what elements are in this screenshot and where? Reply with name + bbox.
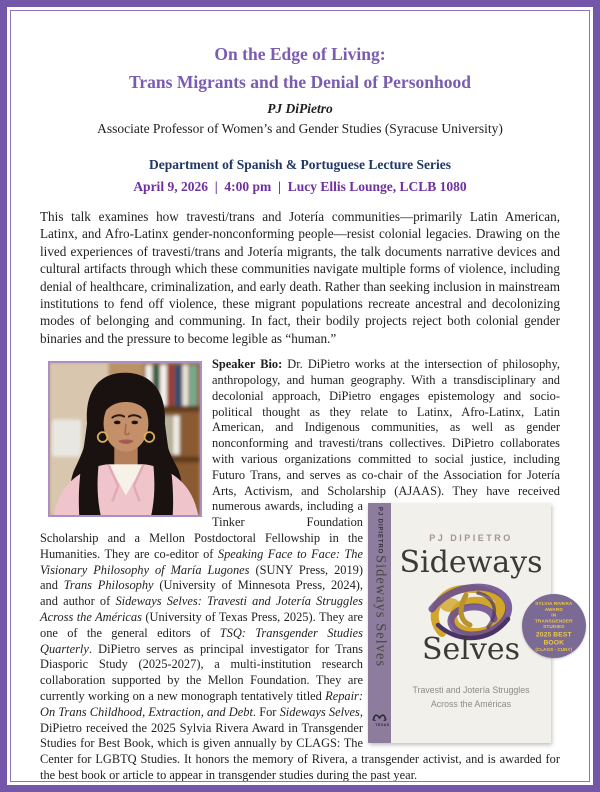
flyer-header <box>40 40 560 196</box>
spine-title: Sideways Selves <box>372 555 389 668</box>
spine-publisher-label: TEXAS <box>375 722 390 727</box>
spine-author: PJ DIPIETRO <box>376 507 384 555</box>
cover-subtitle-line-2: Across the Américas <box>430 699 512 710</box>
bio-text-part1: Speaker Bio: Dr. DiPietro works at the intersection of philosophy, anthropology, and human geography. With a transdisciplinary and decolonial approach, DiPietro engages epistemology and socio-political thought as they relate to Latinx, Afro-Latinx, Latin American, and Indigenous communities, as well as gender nonconforming and travesti/trans collectives. DiPietro collaborates with various organizations committed to social justice, including Futuro Trans, and serves as co-chair of the Association for Jotería Arts, Activism, and Scholarship (AJAAS). They have received numerous awards, <box>212 357 560 514</box>
cover-subtitle <box>391 683 551 711</box>
cover-title-word-2: Selves <box>422 632 520 668</box>
speaker-bio-section <box>40 357 573 784</box>
cover-subtitle-line-1: Travesti and Jotería Struggles <box>412 685 530 696</box>
badge-line-1: SYLVIA RIVERA AWARD <box>535 600 573 612</box>
award-badge <box>522 594 586 658</box>
badge-line-2: IN TRANSGENDER STUDIES <box>535 612 573 630</box>
cover-author: PJ DIPIETRO <box>429 533 513 544</box>
event-details: April 9, 2026 | 4:00 pm | Lucy Ellis Lounge, LCLB 1080 <box>133 179 467 194</box>
lecture-series-name: Department of Spanish & Portuguese Lecture Series <box>149 157 451 172</box>
bio-text-part2: including a Tinker Foundation Scholarship and a Mellon Postdoctoral Fellowship in the Humanities. They are co-editor of Speaking Face to Face: The Visionary Philosophy of María Lugones (SUNY Press, 2019) and Trans Philosophy (University of Minnesota Press, 2024), and author of Sideways Selves: Travesti and Jotería Struggles Across the Américas (University of Texas Press, 2025). They are one of the general editors of TSQ: Transgender Studies Quarterly. DiPietro serves as principal investigator for Trans Diasporic Study (2025-2027), a multi-institution research collaboration supported by the Mellon Foundation. They are currently working on a new monograph tentatively titled Repair: On Trans Childhood, Extraction, and Debt. For Sideways Selves, DiPietro received the 2025 Sylvia Rivera Award in Transgender Studies for Best Book, which is given annually by CLAGS: The Center for LGBTQ Studies. It honors the memory of Rivera, a transgender activist, and is awarded for the best book or article to appear in transgender studies during the past year. <box>40 499 560 782</box>
cover-title-word-1: Sideways <box>399 545 543 581</box>
title-line-1: On the Edge of Living: <box>214 44 386 64</box>
speaker-name: PJ DiPietro <box>267 101 333 116</box>
title-line-2: Trans Migrants and the Denial of Personhood <box>129 72 471 92</box>
badge-line-4: (CLAGS - CUNY) <box>535 646 573 652</box>
award-badge-text <box>535 601 573 653</box>
speaker-photo <box>48 361 202 517</box>
abstract-paragraph: This talk examines how travesti/trans and Jotería communities—primarily Latin American, Latinx, and Afro-Latinx gender-nonconforming people—resist colonial legacies. Drawing on the lived experiences of travesti/trans and Jotería migrants, the talk documents narrative devices and cultural artifacts through which these communities navigate multiple forms of violence, including denial of healthcare, criminalization, and early death. Rather than seeking inclusion in mainstream institutions to fend off violence, these migrant populations recreate ancestral and decolonizing modes of belonging and communing. In fact, their bodily projects reject both colonial gender binaries and the pressure to become legible as “human.” <box>40 209 560 346</box>
speaker-portrait-image <box>50 363 200 515</box>
texas-press-logo-icon <box>372 712 387 721</box>
talk-title <box>40 40 560 96</box>
badge-line-3: 2025 BEST BOOK <box>536 629 572 646</box>
spine-publisher <box>368 712 391 738</box>
book-cover-figure <box>368 501 573 745</box>
book-spine <box>368 503 391 743</box>
speaker-affiliation: Associate Professor of Women’s and Gender Studies (Syracuse University) <box>97 121 503 136</box>
